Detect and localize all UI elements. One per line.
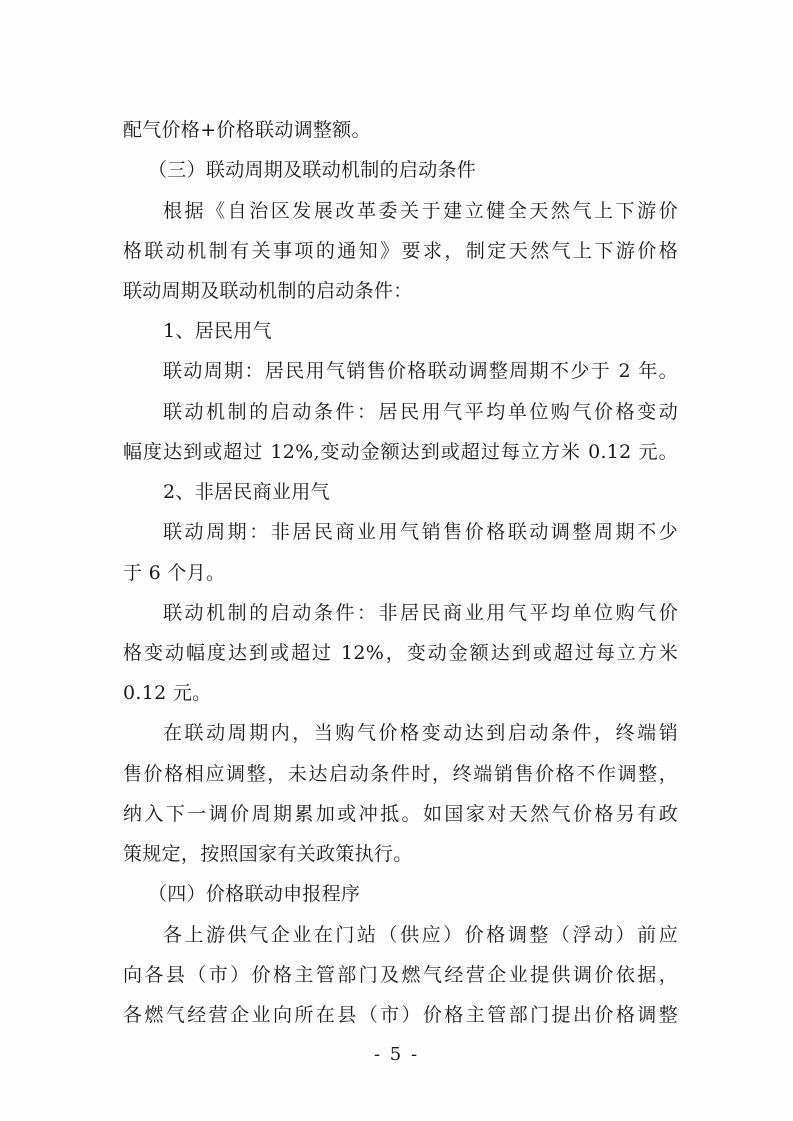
- paragraph-line: 配气价格+价格联动调整额。: [123, 119, 371, 141]
- paragraph-line: 联动机制的启动条件：居民用气平均单位购气价格变动: [163, 401, 678, 423]
- paragraph-line: 各燃气经营企业向所在县（市）价格主管部门提出价格调整: [123, 1004, 678, 1026]
- paragraph-line: 策规定，按照国家有关政策执行。: [123, 843, 413, 865]
- paragraph-line: 向各县（市）价格主管部门及燃气经营企业提供调价依据，: [123, 964, 678, 986]
- subsection-heading: 2、非居民商业用气: [163, 481, 330, 503]
- paragraph-line: 各上游供气企业在门站（供应）价格调整（浮动）前应: [163, 924, 678, 946]
- paragraph-line: 联动周期：居民用气销售价格联动调整周期不少于 2 年。: [163, 360, 678, 382]
- subsection-heading: 1、居民用气: [163, 320, 272, 342]
- paragraph-line: 联动机制的启动条件：非居民商业用气平均单位购气价: [163, 602, 678, 624]
- paragraph-line: 在联动周期内，当购气价格变动达到启动条件，终端销: [163, 722, 678, 744]
- paragraph-line: 于 6 个月。: [123, 562, 226, 584]
- section-heading: （三）联动周期及联动机制的启动条件: [148, 159, 477, 181]
- section-heading: （四）价格联动申报程序: [148, 883, 361, 905]
- paragraph-line: 0.12 元。: [123, 682, 212, 704]
- paragraph-line: 格联动机制有关事项的通知》要求，制定天然气上下游价格: [123, 240, 678, 262]
- paragraph-line: 售价格相应调整，未达启动条件时，终端销售价格不作调整，: [123, 763, 678, 785]
- page-number: - 5 -: [373, 1044, 420, 1065]
- paragraph-line: 联动周期及联动机制的启动条件：: [123, 280, 413, 302]
- paragraph-line: 纳入下一调价周期累加或冲抵。如国家对天然气价格另有政: [123, 803, 678, 825]
- paragraph-line: 联动周期：非居民商业用气销售价格联动调整周期不少: [163, 521, 678, 543]
- paragraph-line: 格变动幅度达到或超过 12%，变动金额达到或超过每立方米: [123, 642, 678, 664]
- paragraph-line: 幅度达到或超过 12%,变动金额达到或超过每立方米 0.12 元。: [123, 441, 678, 463]
- paragraph-line: 根据《自治区发展改革委关于建立健全天然气上下游价: [163, 200, 678, 222]
